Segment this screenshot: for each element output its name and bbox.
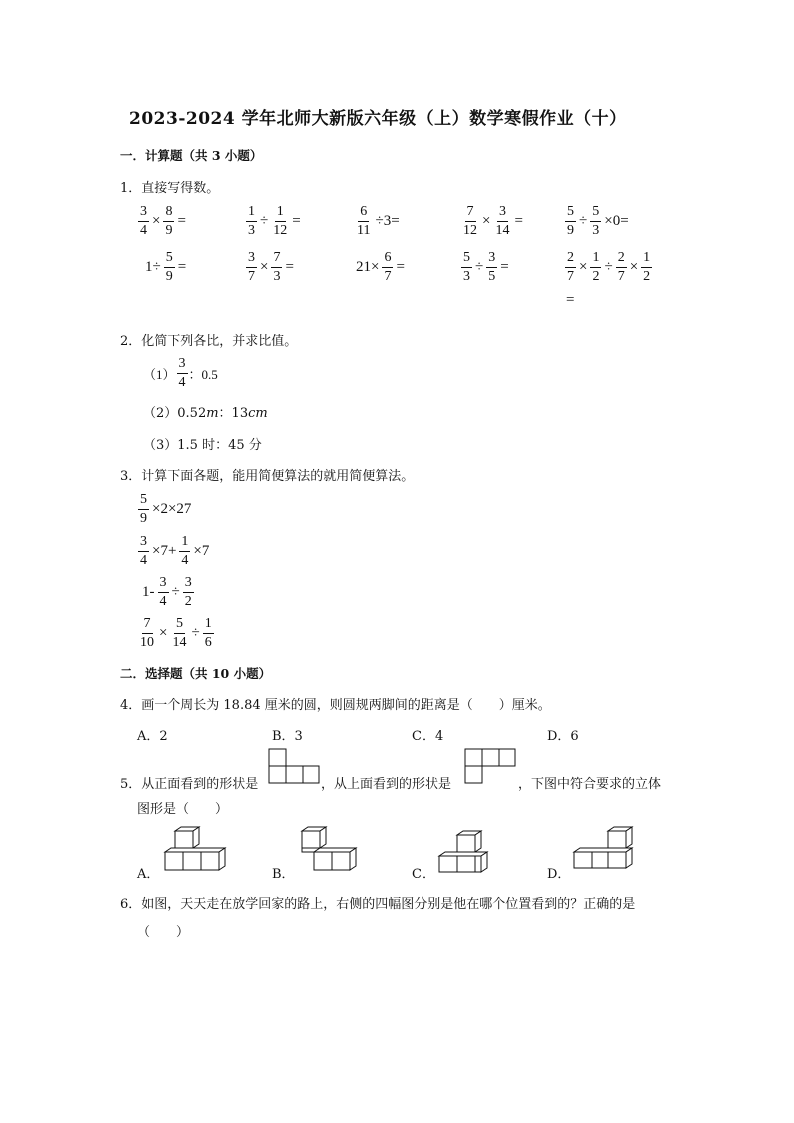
q1-item-3: $\frac{6}{11}$ ÷3= <box>357 204 400 238</box>
question-3-stem: 3．计算下面各题，能用简便算法的就用简便算法。 <box>120 469 415 484</box>
q4-option-a[interactable]: A．2 <box>137 729 168 744</box>
question-2-stem: 2．化简下列各比，并求比值。 <box>120 334 298 349</box>
question-6-stem-line-2: （ ） <box>137 925 190 940</box>
fraction: $\frac{1}{6}$ <box>204 616 212 650</box>
fraction: $\frac{2}{7}$ <box>617 250 625 284</box>
fraction: $\frac{1}{4}$ <box>181 534 189 568</box>
question-1-stem: 1．直接写得数。 <box>120 181 220 196</box>
fraction: $\frac{2}{7}$ <box>567 250 574 284</box>
q4-option-d[interactable]: D．6 <box>547 729 579 744</box>
fraction: $\frac{5}{3}$ <box>592 204 600 238</box>
q1-item-6: 1÷ $\frac{5}{9}$ = <box>145 250 187 284</box>
q1-item-9: $\frac{5}{3}$ ÷ $\frac{3}{5}$ = <box>463 250 509 284</box>
fraction: $\frac{5}{9}$ <box>567 204 574 238</box>
fraction: $\frac{1}{2}$ <box>643 250 651 284</box>
question-4-stem: 4．画一个周长为 18.84 厘米的圆，则圆规两脚间的距离是（ ）厘米。 <box>120 698 551 713</box>
q2-part-1: （1） $\frac{3}{4}$ ：0.5 <box>143 356 218 390</box>
q2-part-3: （3）1.5 时：45 分 <box>143 438 262 453</box>
fraction: $\frac{3}{5}$ <box>488 250 496 284</box>
q4-option-c[interactable]: C．4 <box>412 729 444 744</box>
q3-expression-3: 1- $\frac{3}{4}$ ÷ $\frac{3}{2}$ <box>142 575 192 609</box>
q5-stem-part-3: ，下图中符合要求的立体 <box>518 777 662 792</box>
top-view-figure <box>464 748 516 784</box>
fraction: $\frac{3}{4}$ <box>159 575 167 609</box>
fraction: $\frac{3}{7}$ <box>248 250 255 284</box>
q1-item-4: $\frac{7}{12}$ × $\frac{3}{14}$ = <box>463 204 523 238</box>
q3-expression-4: $\frac{7}{10}$ × $\frac{5}{14}$ ÷ $\frac{1}{6}$ <box>140 616 212 650</box>
fraction: $\frac{7}{3}$ <box>273 250 281 284</box>
q1-item-10: $\frac{2}{7}$ × $\frac{1}{2}$ ÷ $\frac{2}{7}$ × $\frac{1}{2}$ <box>567 250 651 284</box>
fraction: $\frac{3}{14}$ <box>495 204 510 238</box>
cube-figure-d[interactable] <box>572 826 638 874</box>
q1-item-5: $\frac{5}{9}$ ÷ $\frac{5}{3}$ ×0= <box>567 204 629 238</box>
fraction: $\frac{7}{12}$ <box>463 204 477 238</box>
q5-stem-part-2: ，从上面看到的形状是 <box>321 777 452 792</box>
fraction: $\frac{5}{9}$ <box>140 492 147 526</box>
q1-item-2: $\frac{1}{3}$ ÷ $\frac{1}{12}$ = <box>248 204 301 238</box>
q1-item-10-equals: = <box>566 292 575 308</box>
fraction: $\frac{7}{10}$ <box>140 616 154 650</box>
q1-item-7: $\frac{3}{7}$ × $\frac{7}{3}$ = <box>248 250 294 284</box>
fraction: $\frac{3}{4}$ <box>140 534 147 568</box>
page-title: 2023-2024 学年北师大新版六年级（上）数学寒假作业（十） <box>129 109 627 129</box>
q3-expression-2: $\frac{3}{4}$ ×7+ $\frac{1}{4}$ ×7 <box>140 534 210 568</box>
fraction: $\frac{6}{11}$ <box>357 204 371 238</box>
cube-figure-a[interactable] <box>163 826 233 874</box>
fraction: $\frac{5}{9}$ <box>165 250 173 284</box>
q5-option-a-label[interactable]: A． <box>137 867 160 882</box>
q5-option-c-label[interactable]: C． <box>412 867 435 882</box>
question-6-stem: 6．如图，天天走在放学回家的路上，右侧的四幅图分别是他在哪个位置看到的？正确的是 <box>120 897 636 912</box>
q5-stem-part-1: 5．从正面看到的形状是 <box>120 777 259 792</box>
fraction: $\frac{1}{3}$ <box>248 204 255 238</box>
fraction: $\frac{8}{9}$ <box>165 204 173 238</box>
fraction: $\frac{1}{12}$ <box>273 204 288 238</box>
fraction: $\frac{1}{2}$ <box>592 250 600 284</box>
fraction: $\frac{3}{4}$ <box>140 204 147 238</box>
q1-item-1: $\frac{3}{4}$ × $\frac{8}{9}$ = <box>140 204 186 238</box>
fraction: $\frac{6}{7}$ <box>384 250 392 284</box>
fraction: $\frac{5}{14}$ <box>172 616 187 650</box>
cube-figure-c[interactable] <box>437 830 499 874</box>
front-view-figure <box>268 748 320 784</box>
q1-item-8: 21× $\frac{6}{7}$ = <box>356 250 405 284</box>
q2-part-2: （2）0.52m：13cm <box>143 406 268 421</box>
q5-option-d-label[interactable]: D． <box>547 867 571 882</box>
q4-option-b[interactable]: B．3 <box>272 729 303 744</box>
q3-expression-1: $\frac{5}{9}$ ×2×27 <box>140 492 192 526</box>
fraction: $\frac{3}{2}$ <box>184 575 192 609</box>
section-heading-calculation: 一．计算题（共 3 小题） <box>120 148 263 163</box>
q5-stem-line-2: 图形是（ ） <box>137 802 229 817</box>
q5-option-b-label[interactable]: B． <box>272 867 295 882</box>
fraction: $\frac{3}{4}$ <box>178 356 186 390</box>
cube-figure-b[interactable] <box>296 826 362 874</box>
section-heading-choice: 二．选择题（共 10 小题） <box>120 666 272 681</box>
fraction: $\frac{5}{3}$ <box>463 250 470 284</box>
